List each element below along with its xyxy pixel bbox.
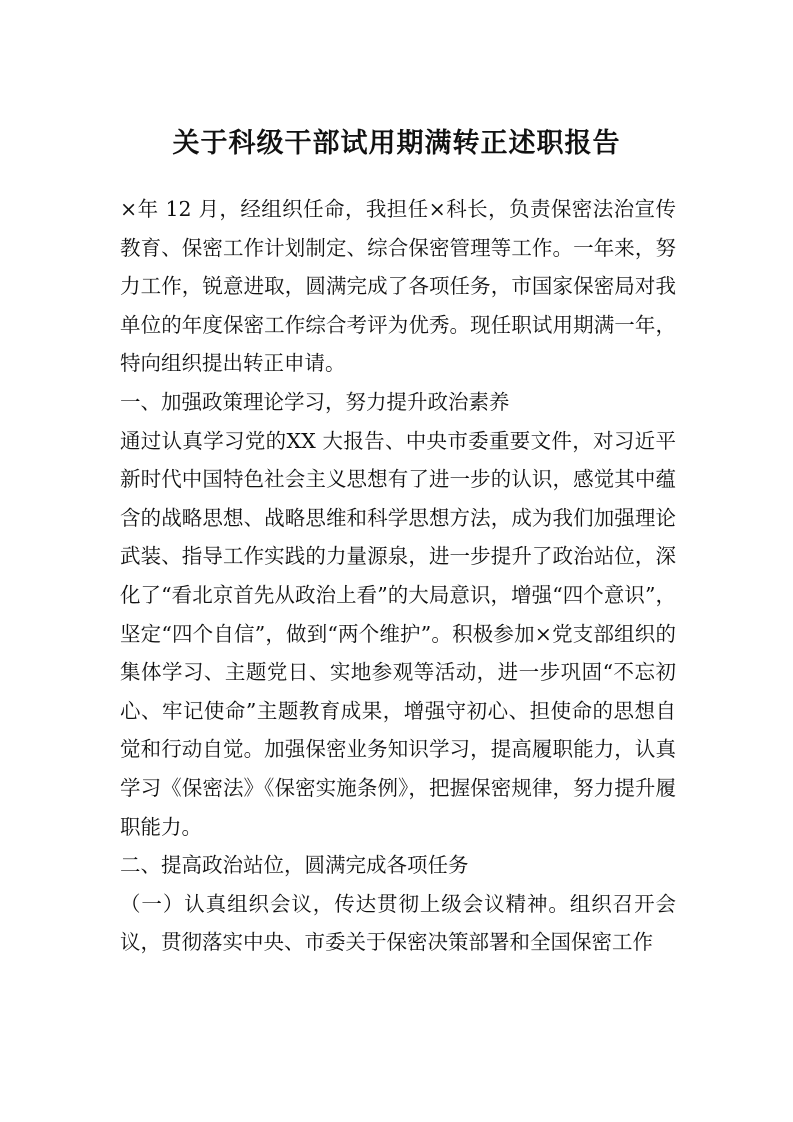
paragraph-section-2-item-1: （一）认真组织会议，传达贯彻上级会议精神。组织召开会议，贯彻落实中央、市委关于保密决策部署和全国保密工作 (120, 891, 676, 955)
section-heading-1: 一、加强政策理论学习，努力提升政治素养 (120, 389, 510, 414)
section-heading-2: 二、提高政治站位，圆满完成各项任务 (120, 853, 469, 878)
document-body (120, 190, 676, 962)
paragraph-intro: ×年 12 月，经组织任命，我担任×科长，负责保密法治宣传教育、保密工作计划制定、综合保密管理等工作。一年来，努力工作，锐意进取，圆满完成了各项任务，市国家保密局对我单位的年度保密工作综合考评为优秀。现任职试用期满一年，特向组织提出转正申请。 (120, 197, 676, 376)
paragraph-section-1: 通过认真学习党的XX 大报告、中央市委重要文件，对习近平新时代中国特色社会主义思想有了进一步的认识，感觉其中蕴含的战略思想、战略思维和科学思想方法，成为我们加强理论武装、指导工作实践的力量源泉，进一步提升了政治站位，深化了“看北京首先从政治上看”的大局意识，增强“四个意识”，坚定“四个自信”，做到“两个维护”。积极参加×党支部组织的集体学习、主题党日、实地参观等活动，进一步巩固“不忘初心、牢记使命”主题教育成果，增强守初心、担使命的思想自觉和行动自觉。加强保密业务知识学习，提高履职能力，认真学习《保密法》《保密实施条例》，把握保密规律，努力提升履职能力。 (120, 428, 676, 839)
document-title: 关于科级干部试用期满转正述职报告 (172, 128, 621, 159)
